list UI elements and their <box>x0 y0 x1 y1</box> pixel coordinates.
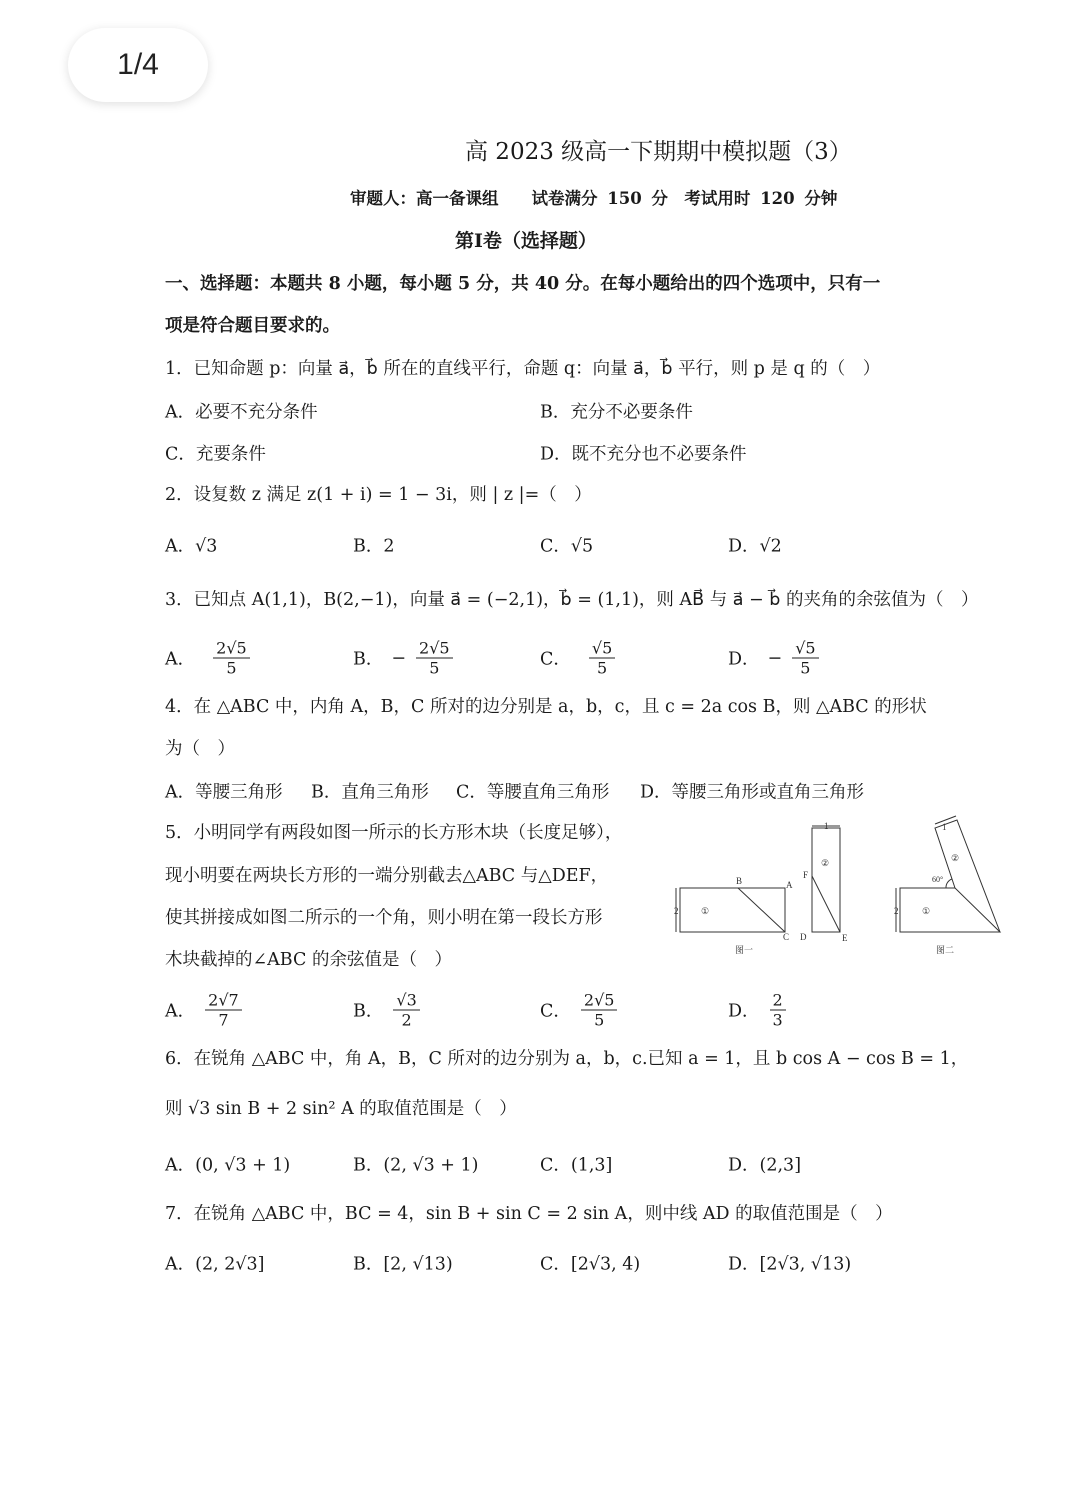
option-label: B． <box>353 1001 384 1022</box>
label-angle: 60° <box>932 875 944 884</box>
q4-option-c: C．等腰直角三角形 <box>456 782 610 803</box>
label-c: C <box>783 932 790 942</box>
q5-option-b <box>353 991 420 1030</box>
fraction <box>393 991 419 1030</box>
q4-option-d: D．等腰三角形或直角三角形 <box>640 782 865 803</box>
question-5-text: 5．小明同学有两段如图一所示的长方形木块（长度足够）， <box>165 823 623 843</box>
question-5-text-3: 使其拼接成如图二所示的一个角，则小明在第一段长方形 <box>165 908 603 928</box>
denominator: 5 <box>800 658 811 678</box>
label-b: B <box>736 876 743 886</box>
option-label: C． <box>540 649 571 670</box>
caption-figure-2: 图二 <box>936 945 955 955</box>
question-4-text-cont: 为（ ） <box>165 739 235 759</box>
option-label: A． <box>165 649 196 670</box>
caption-figure-1: 图一 <box>735 945 754 955</box>
denominator: 5 <box>594 1010 605 1030</box>
numerator: 2√7 <box>205 991 242 1011</box>
cut-line-bc <box>738 888 785 932</box>
block-1-rect <box>680 888 785 932</box>
q5-option-a <box>165 991 242 1030</box>
option-label: A． <box>165 1001 196 1022</box>
q2-option-d: D．√2 <box>728 536 782 557</box>
q7-option-b: B．[2, √13) <box>353 1254 453 1275</box>
label-height: 2 <box>674 906 679 916</box>
question-6-text: 6．在锐角 △ABC 中，角 A，B，C 所对的边分别为 a，b，c.已知 a = 1，且 b cos A − cos B = 1， <box>165 1049 969 1069</box>
question-5-text-4: 木块截掉的∠ABC 的余弦值是（ ） <box>165 950 452 970</box>
fraction <box>770 991 786 1030</box>
label-block-2: ② <box>821 858 830 868</box>
label-height-2: 2 <box>894 906 899 916</box>
label-width-2: 1 <box>942 822 947 832</box>
option-sign: − <box>767 648 783 668</box>
denominator: 3 <box>772 1010 783 1030</box>
q1-option-a: A．必要不充分条件 <box>165 402 318 423</box>
joined-block-1 <box>900 888 1000 932</box>
label-width: 1 <box>824 821 829 831</box>
denominator: 7 <box>218 1010 229 1030</box>
cut-line-fe <box>812 876 840 932</box>
q2-option-a: A．√3 <box>165 536 218 557</box>
label-f: F <box>803 870 809 880</box>
page-indicator: 1/4 <box>68 28 208 102</box>
q4-option-b: B．直角三角形 <box>311 782 429 803</box>
exam-subtitle: 审题人：高一备课组 试卷满分 150 分 考试用时 120 分钟 <box>350 189 838 208</box>
q2-option-c: C．√5 <box>540 536 594 557</box>
option-sign: − <box>391 648 407 668</box>
denominator: 5 <box>226 658 237 678</box>
numerator: 2√5 <box>416 639 453 659</box>
denominator: 5 <box>596 658 608 678</box>
denominator: 5 <box>429 658 440 678</box>
q1-option-c: C．充要条件 <box>165 444 266 465</box>
joined-block-2 <box>935 820 1000 932</box>
block-2-rect <box>812 828 840 932</box>
numerator: √3 <box>393 991 419 1011</box>
fraction <box>205 991 242 1030</box>
section-heading: 一、选择题：本题共 8 小题，每小题 5 分，共 40 分。在每小题给出的四个选项中，只有一 <box>165 274 881 294</box>
q5-option-c <box>540 991 617 1030</box>
volume-heading: 第Ⅰ卷（选择题） <box>455 230 597 252</box>
label-a: A <box>786 880 793 890</box>
numerator: √5 <box>589 639 615 659</box>
label-block-1-fig2: ① <box>922 906 931 916</box>
question-7-text: 7．在锐角 △ABC 中，BC = 4，sin B + sin C = 2 sin A，则中线 AD 的取值范围是（ ） <box>165 1204 893 1224</box>
section-heading-cont: 项是符合题目要求的。 <box>165 316 340 336</box>
q7-option-a: A．(2, 2√3] <box>165 1254 265 1275</box>
label-e: E <box>842 933 848 943</box>
q4-option-a: A．等腰三角形 <box>165 782 283 803</box>
numerator: 2√5 <box>581 991 618 1011</box>
question-4-text: 4．在 △ABC 中，内角 A，B，C 所对的边分别是 a，b，c，且 c = 2a cos B，则 △ABC 的形状 <box>165 697 927 717</box>
numerator: √5 <box>792 639 818 659</box>
option-label: D． <box>728 649 760 670</box>
q7-option-d: D．[2√3, √13) <box>728 1254 852 1275</box>
label-block-1: ① <box>701 906 710 916</box>
q1-option-b: B．充分不必要条件 <box>540 402 693 423</box>
q2-option-b: B．2 <box>353 536 395 557</box>
q6-option-b: B．(2, √3 + 1) <box>353 1155 479 1176</box>
angle-arc <box>946 879 952 888</box>
question-2-text: 2．设复数 z 满足 z(1 + i) = 1 − 3i，则 | z |=（ ） <box>165 485 592 505</box>
denominator: 2 <box>401 1010 412 1030</box>
label-block-2-fig2: ② <box>951 853 960 863</box>
q1-option-d: D．既不充分也不必要条件 <box>540 444 747 465</box>
q6-option-c: C．(1,3] <box>540 1155 613 1176</box>
q6-option-a: A．(0, √3 + 1) <box>165 1155 291 1176</box>
numerator: 2√5 <box>213 639 250 659</box>
option-label: C． <box>540 1001 571 1022</box>
question-1-text: 1．已知命题 p：向量 a⃗，b⃗ 所在的直线平行，命题 q：向量 a⃗，b⃗ 平行，则 p 是 q 的（ ） <box>165 359 881 379</box>
q5-option-d <box>728 991 786 1030</box>
question-3-text: 3．已知点 A(1,1)，B(2,−1)，向量 a⃗ = (−2,1)，b⃗ = (1,1)，则 AB⃗ 与 a⃗ − b⃗ 的夹角的余弦值为（ ） <box>165 590 979 610</box>
q6-option-d: D．(2,3] <box>728 1155 802 1176</box>
numerator: 2 <box>770 991 786 1011</box>
label-d: D <box>800 932 807 942</box>
question-5-text-2: 现小明要在两块长方形的一端分别截去△ABC 与△DEF， <box>165 866 609 886</box>
fraction <box>581 991 618 1030</box>
q7-option-c: C．[2√3, 4) <box>540 1254 641 1275</box>
option-label: B． <box>353 649 384 670</box>
exam-title: 高 2023 级高一下期期中模拟题（3） <box>465 139 852 165</box>
question-6-text-cont: 则 √3 sin B + 2 sin² A 的取值范围是（ ） <box>165 1099 517 1119</box>
option-label: D． <box>728 1001 760 1022</box>
